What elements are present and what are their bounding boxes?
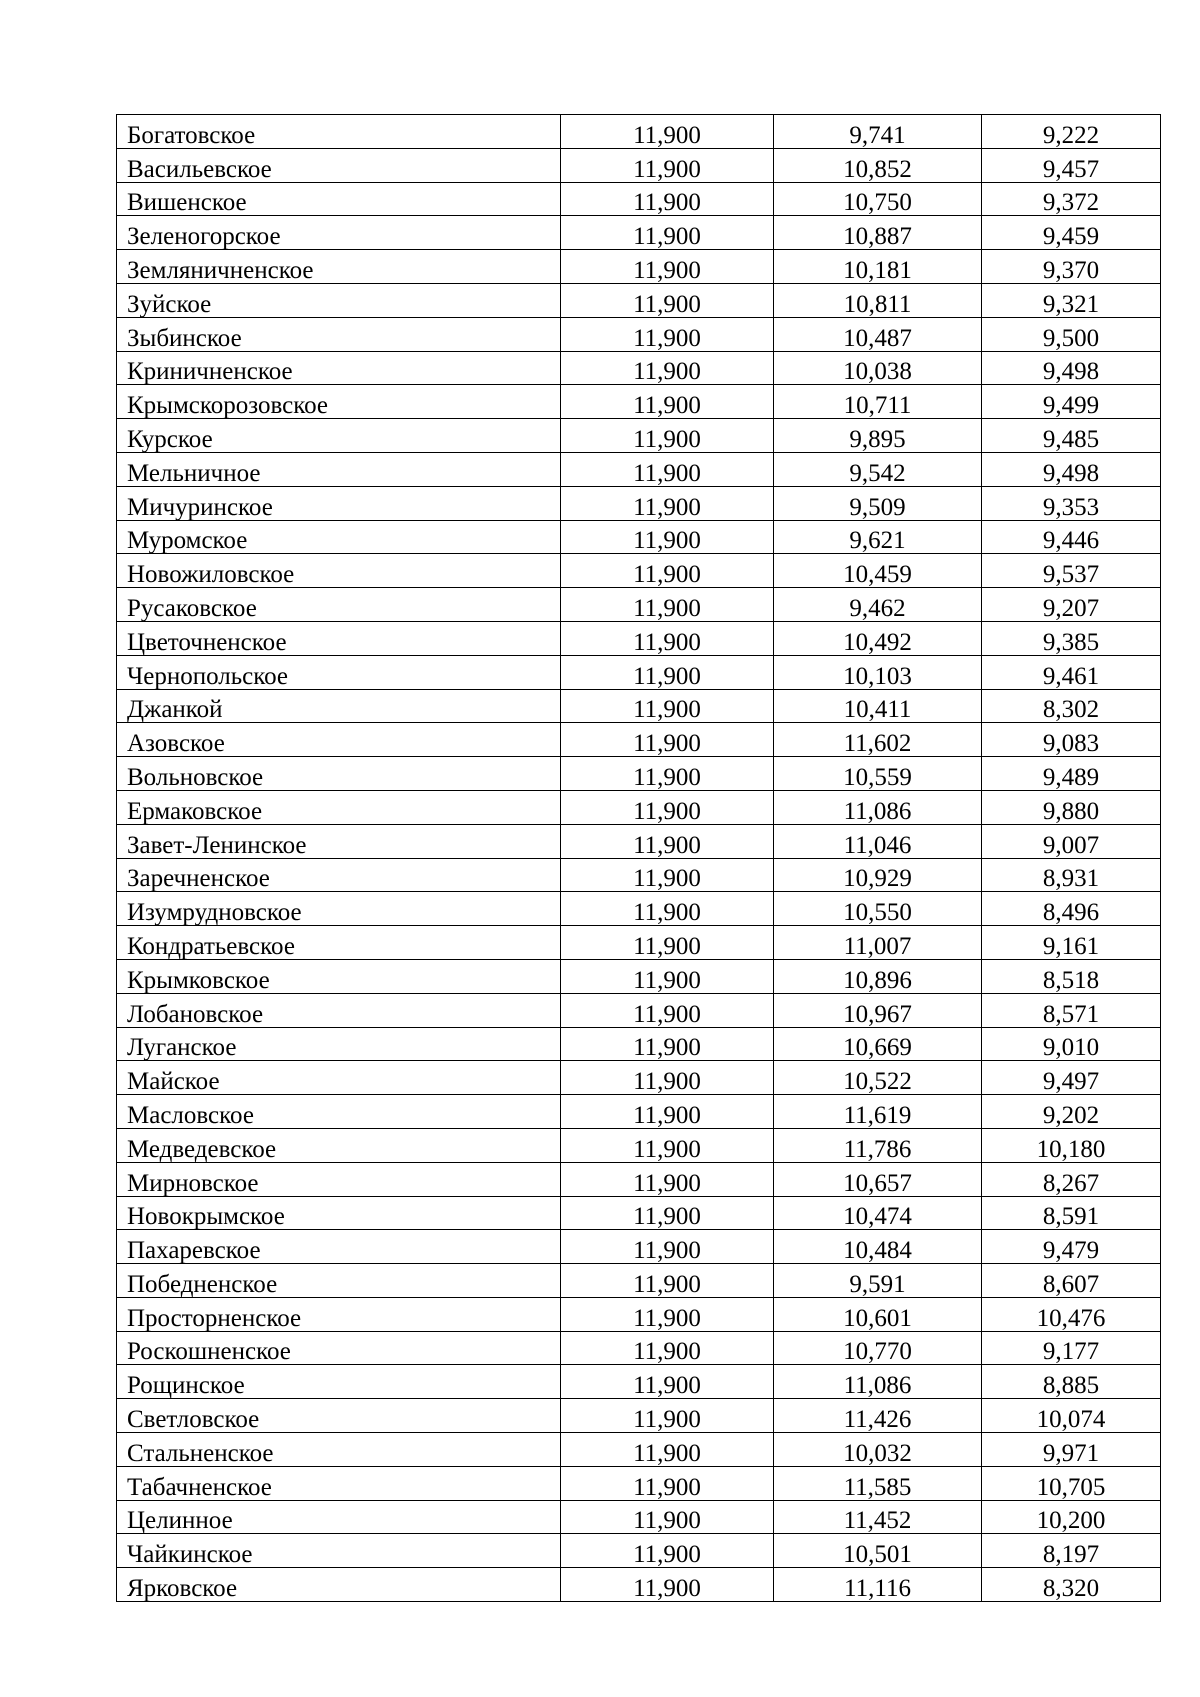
value-cell-1: 11,900	[561, 1568, 774, 1602]
value-cell-3: 9,010	[982, 1027, 1161, 1061]
settlement-name-cell: Роскошненское	[117, 1331, 561, 1365]
table-row	[117, 588, 1161, 622]
value-cell-1: 11,900	[561, 1061, 774, 1095]
settlement-name-cell: Завет-Ленинское	[117, 824, 561, 858]
settlement-name-cell: Изумрудновское	[117, 892, 561, 926]
settlement-name-cell: Муромское	[117, 520, 561, 554]
table-row	[117, 790, 1161, 824]
value-cell-3: 10,074	[982, 1399, 1161, 1433]
settlement-name-cell: Пахаревское	[117, 1230, 561, 1264]
value-cell-3: 9,498	[982, 452, 1161, 486]
value-cell-3: 9,372	[982, 182, 1161, 216]
value-cell-2: 10,550	[774, 892, 982, 926]
value-cell-2: 10,032	[774, 1433, 982, 1467]
value-cell-2: 10,711	[774, 385, 982, 419]
value-cell-3: 9,083	[982, 723, 1161, 757]
value-cell-1: 11,900	[561, 1534, 774, 1568]
value-cell-3: 9,207	[982, 588, 1161, 622]
value-cell-1: 11,900	[561, 1399, 774, 1433]
value-cell-1: 11,900	[561, 1297, 774, 1331]
value-cell-1: 11,900	[561, 182, 774, 216]
value-cell-2: 10,852	[774, 148, 982, 182]
table-row	[117, 621, 1161, 655]
settlement-name-cell: Светловское	[117, 1399, 561, 1433]
value-cell-2: 10,522	[774, 1061, 982, 1095]
value-cell-1: 11,900	[561, 1264, 774, 1298]
table-row	[117, 655, 1161, 689]
settlement-name-cell: Крымковское	[117, 959, 561, 993]
value-cell-2: 9,591	[774, 1264, 982, 1298]
value-cell-2: 10,484	[774, 1230, 982, 1264]
table-body	[117, 115, 1161, 1602]
value-cell-1: 11,900	[561, 1230, 774, 1264]
settlement-name-cell: Мичуринское	[117, 486, 561, 520]
value-cell-1: 11,900	[561, 1162, 774, 1196]
value-cell-3: 9,499	[982, 385, 1161, 419]
settlement-name-cell: Чайкинское	[117, 1534, 561, 1568]
table-row	[117, 283, 1161, 317]
value-cell-2: 10,669	[774, 1027, 982, 1061]
value-cell-3: 9,479	[982, 1230, 1161, 1264]
value-cell-3: 9,457	[982, 148, 1161, 182]
value-cell-2: 11,116	[774, 1568, 982, 1602]
value-cell-1: 11,900	[561, 655, 774, 689]
value-cell-3: 8,302	[982, 689, 1161, 723]
value-cell-2: 9,621	[774, 520, 982, 554]
value-cell-2: 11,452	[774, 1500, 982, 1534]
value-cell-2: 11,585	[774, 1466, 982, 1500]
value-cell-1: 11,900	[561, 385, 774, 419]
value-cell-2: 10,459	[774, 554, 982, 588]
value-cell-1: 11,900	[561, 1433, 774, 1467]
value-cell-1: 11,900	[561, 824, 774, 858]
value-cell-2: 11,007	[774, 926, 982, 960]
value-cell-2: 10,181	[774, 250, 982, 284]
value-cell-3: 9,459	[982, 216, 1161, 250]
settlement-name-cell: Чернопольское	[117, 655, 561, 689]
value-cell-2: 10,487	[774, 317, 982, 351]
value-cell-1: 11,900	[561, 993, 774, 1027]
table-row	[117, 419, 1161, 453]
value-cell-1: 11,900	[561, 892, 774, 926]
settlement-name-cell: Новокрымское	[117, 1196, 561, 1230]
value-cell-3: 8,885	[982, 1365, 1161, 1399]
settlement-name-cell: Вольновское	[117, 757, 561, 791]
table-row	[117, 1061, 1161, 1095]
value-cell-1: 11,900	[561, 520, 774, 554]
table-row	[117, 216, 1161, 250]
value-cell-3: 9,880	[982, 790, 1161, 824]
table-row	[117, 1331, 1161, 1365]
table-row	[117, 1466, 1161, 1500]
table-row	[117, 1500, 1161, 1534]
table-row	[117, 1568, 1161, 1602]
value-cell-2: 9,741	[774, 115, 982, 149]
value-cell-3: 9,177	[982, 1331, 1161, 1365]
value-cell-1: 11,900	[561, 283, 774, 317]
table-row	[117, 1027, 1161, 1061]
value-cell-1: 11,900	[561, 1466, 774, 1500]
table-row	[117, 926, 1161, 960]
value-cell-1: 11,900	[561, 250, 774, 284]
settlement-name-cell: Луганское	[117, 1027, 561, 1061]
value-cell-2: 10,038	[774, 351, 982, 385]
value-cell-1: 11,900	[561, 1027, 774, 1061]
settlement-name-cell: Зеленогорское	[117, 216, 561, 250]
value-cell-3: 9,500	[982, 317, 1161, 351]
value-cell-3: 9,321	[982, 283, 1161, 317]
table-row	[117, 452, 1161, 486]
settlement-name-cell: Лобановское	[117, 993, 561, 1027]
table-row	[117, 182, 1161, 216]
table-row	[117, 115, 1161, 149]
settlement-name-cell: Цветочненское	[117, 621, 561, 655]
value-cell-2: 10,601	[774, 1297, 982, 1331]
settlement-name-cell: Табачненское	[117, 1466, 561, 1500]
value-cell-1: 11,900	[561, 452, 774, 486]
settlement-name-cell: Курское	[117, 419, 561, 453]
table-row	[117, 689, 1161, 723]
settlement-name-cell: Джанкой	[117, 689, 561, 723]
value-cell-2: 9,895	[774, 419, 982, 453]
value-cell-3: 8,591	[982, 1196, 1161, 1230]
value-cell-2: 10,967	[774, 993, 982, 1027]
value-cell-2: 11,046	[774, 824, 982, 858]
value-cell-1: 11,900	[561, 588, 774, 622]
table-row	[117, 1162, 1161, 1196]
value-cell-1: 11,900	[561, 351, 774, 385]
value-cell-3: 9,489	[982, 757, 1161, 791]
table-row	[117, 520, 1161, 554]
table-row	[117, 1196, 1161, 1230]
value-cell-3: 8,267	[982, 1162, 1161, 1196]
value-cell-1: 11,900	[561, 148, 774, 182]
settlement-name-cell: Медведевское	[117, 1128, 561, 1162]
value-cell-1: 11,900	[561, 723, 774, 757]
value-cell-1: 11,900	[561, 216, 774, 250]
value-cell-3: 9,370	[982, 250, 1161, 284]
value-cell-2: 9,462	[774, 588, 982, 622]
data-table	[116, 114, 1161, 1602]
table-row	[117, 351, 1161, 385]
table-row	[117, 554, 1161, 588]
settlement-name-cell: Ермаковское	[117, 790, 561, 824]
value-cell-2: 11,786	[774, 1128, 982, 1162]
value-cell-2: 11,426	[774, 1399, 982, 1433]
value-cell-3: 9,971	[982, 1433, 1161, 1467]
value-cell-1: 11,900	[561, 757, 774, 791]
value-cell-1: 11,900	[561, 858, 774, 892]
value-cell-2: 11,086	[774, 1365, 982, 1399]
value-cell-1: 11,900	[561, 621, 774, 655]
value-cell-3: 9,222	[982, 115, 1161, 149]
value-cell-3: 10,705	[982, 1466, 1161, 1500]
settlement-name-cell: Кондратьевское	[117, 926, 561, 960]
value-cell-3: 9,385	[982, 621, 1161, 655]
value-cell-3: 8,496	[982, 892, 1161, 926]
value-cell-2: 10,929	[774, 858, 982, 892]
value-cell-1: 11,900	[561, 1365, 774, 1399]
settlement-name-cell: Рощинское	[117, 1365, 561, 1399]
table-row	[117, 1297, 1161, 1331]
settlement-name-cell: Мирновское	[117, 1162, 561, 1196]
value-cell-3: 10,476	[982, 1297, 1161, 1331]
table-row	[117, 1534, 1161, 1568]
value-cell-1: 11,900	[561, 689, 774, 723]
value-cell-2: 10,887	[774, 216, 982, 250]
settlement-name-cell: Вишенское	[117, 182, 561, 216]
value-cell-2: 10,559	[774, 757, 982, 791]
table-row	[117, 385, 1161, 419]
value-cell-2: 11,602	[774, 723, 982, 757]
settlement-name-cell: Богатовское	[117, 115, 561, 149]
table-row	[117, 1433, 1161, 1467]
value-cell-1: 11,900	[561, 317, 774, 351]
table-row	[117, 993, 1161, 1027]
table-row	[117, 1399, 1161, 1433]
value-cell-3: 9,446	[982, 520, 1161, 554]
settlement-name-cell: Криничненское	[117, 351, 561, 385]
table-row	[117, 959, 1161, 993]
value-cell-3: 9,461	[982, 655, 1161, 689]
value-cell-1: 11,900	[561, 790, 774, 824]
settlement-name-cell: Масловское	[117, 1095, 561, 1129]
settlement-name-cell: Новожиловское	[117, 554, 561, 588]
settlement-name-cell: Васильевское	[117, 148, 561, 182]
value-cell-1: 11,900	[561, 1095, 774, 1129]
table-row	[117, 892, 1161, 926]
value-cell-3: 10,180	[982, 1128, 1161, 1162]
value-cell-1: 11,900	[561, 1128, 774, 1162]
value-cell-1: 11,900	[561, 554, 774, 588]
value-cell-2: 10,501	[774, 1534, 982, 1568]
settlement-name-cell: Крымскорозовское	[117, 385, 561, 419]
value-cell-3: 8,518	[982, 959, 1161, 993]
value-cell-1: 11,900	[561, 419, 774, 453]
settlement-name-cell: Победненское	[117, 1264, 561, 1298]
settlement-name-cell: Азовское	[117, 723, 561, 757]
value-cell-2: 10,770	[774, 1331, 982, 1365]
value-cell-3: 8,607	[982, 1264, 1161, 1298]
table-row	[117, 1230, 1161, 1264]
settlement-name-cell: Мельничное	[117, 452, 561, 486]
settlement-name-cell: Заречненское	[117, 858, 561, 892]
value-cell-2: 11,086	[774, 790, 982, 824]
table-row	[117, 250, 1161, 284]
value-cell-1: 11,900	[561, 115, 774, 149]
table-row	[117, 824, 1161, 858]
value-cell-3: 9,353	[982, 486, 1161, 520]
value-cell-3: 10,200	[982, 1500, 1161, 1534]
value-cell-1: 11,900	[561, 1196, 774, 1230]
value-cell-3: 9,202	[982, 1095, 1161, 1129]
table-row	[117, 723, 1161, 757]
table-row	[117, 148, 1161, 182]
value-cell-3: 8,931	[982, 858, 1161, 892]
table-row	[117, 486, 1161, 520]
value-cell-2: 9,542	[774, 452, 982, 486]
settlement-name-cell: Русаковское	[117, 588, 561, 622]
value-cell-3: 9,537	[982, 554, 1161, 588]
value-cell-2: 10,657	[774, 1162, 982, 1196]
value-cell-3: 9,161	[982, 926, 1161, 960]
table-row	[117, 1095, 1161, 1129]
value-cell-2: 9,509	[774, 486, 982, 520]
value-cell-2: 10,103	[774, 655, 982, 689]
table-row	[117, 1128, 1161, 1162]
table-row	[117, 757, 1161, 791]
table-row	[117, 858, 1161, 892]
value-cell-2: 10,474	[774, 1196, 982, 1230]
table-row	[117, 317, 1161, 351]
value-cell-3: 9,498	[982, 351, 1161, 385]
value-cell-1: 11,900	[561, 486, 774, 520]
value-cell-3: 9,485	[982, 419, 1161, 453]
settlement-name-cell: Просторненское	[117, 1297, 561, 1331]
table-row	[117, 1264, 1161, 1298]
table-row	[117, 1365, 1161, 1399]
value-cell-2: 10,811	[774, 283, 982, 317]
value-cell-2: 11,619	[774, 1095, 982, 1129]
value-cell-1: 11,900	[561, 1500, 774, 1534]
value-cell-1: 11,900	[561, 959, 774, 993]
settlement-name-cell: Стальненское	[117, 1433, 561, 1467]
settlement-name-cell: Зуйское	[117, 283, 561, 317]
settlement-name-cell: Земляничненское	[117, 250, 561, 284]
settlement-name-cell: Ярковское	[117, 1568, 561, 1602]
value-cell-1: 11,900	[561, 926, 774, 960]
value-cell-3: 8,571	[982, 993, 1161, 1027]
value-cell-2: 10,896	[774, 959, 982, 993]
value-cell-3: 9,497	[982, 1061, 1161, 1095]
value-cell-2: 10,492	[774, 621, 982, 655]
settlement-name-cell: Целинное	[117, 1500, 561, 1534]
value-cell-1: 11,900	[561, 1331, 774, 1365]
value-cell-3: 9,007	[982, 824, 1161, 858]
value-cell-2: 10,411	[774, 689, 982, 723]
settlement-name-cell: Майское	[117, 1061, 561, 1095]
value-cell-3: 8,320	[982, 1568, 1161, 1602]
value-cell-3: 8,197	[982, 1534, 1161, 1568]
settlement-name-cell: Зыбинское	[117, 317, 561, 351]
value-cell-2: 10,750	[774, 182, 982, 216]
